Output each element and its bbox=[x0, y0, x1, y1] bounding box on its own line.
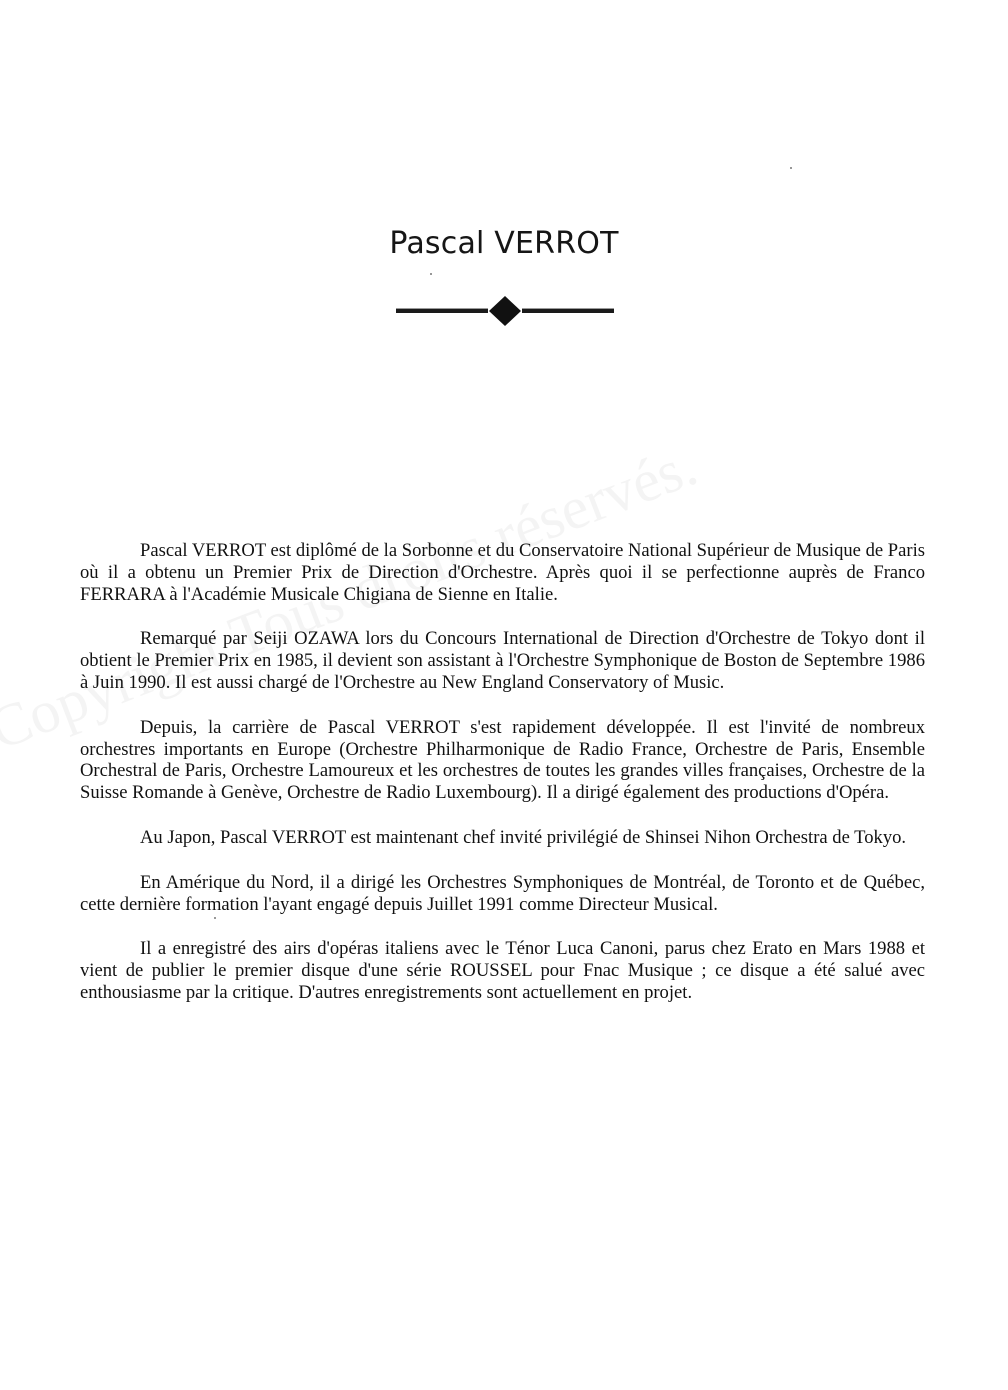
biography-text bbox=[80, 540, 925, 1027]
page-title: Pascal VERROT bbox=[389, 226, 619, 261]
paragraph-education: Pascal VERROT est diplômé de la Sorbonne et du Conservatoire National Supérieur de Musique de Paris où il a obtenu un Premier Prix de Direction d'Orchestre. Après quoi il se perfectionne auprès de Franco FERRARA à l'Académie Musicale Chigiana de Sienne en Italie. bbox=[80, 540, 925, 605]
scan-speck bbox=[790, 167, 792, 169]
paragraph-japan: Au Japon, Pascal VERROT est maintenant chef invité privilégié de Shinsei Nihon Orchestra de Tokyo. bbox=[140, 826, 907, 848]
scan-speck bbox=[430, 273, 432, 275]
paragraph-recordings: Il a enregistré des airs d'opéras italiens avec le Ténor Luca Canoni, parus chez Erato en Mars 1988 et vient de publier le premier disque d'une série ROUSSEL pour Fnac Musique ; ce disque a été salué avec enthousiasme par la critique. D'autres enregistrements sont actuellement en projet. bbox=[80, 938, 925, 1003]
paragraph-europe: Depuis, la carrière de Pascal VERROT s'est rapidement développée. Il est l'invité de nombreux orchestres importants en Europe (Orchestre Philharmonique de Radio France, Orchestre de Paris, Ensemble Orchestral de Paris, Orchestre Lamoureux et les orchestres de toutes les grandes villes françaises, Orchestre de la Suisse Romande à Genève, Orchestre de Radio Luxembourg). Il a dirigé également des productions d'Opéra. bbox=[80, 716, 925, 804]
paragraph-north-america: En Amérique du Nord, il a dirigé les Orchestres Symphoniques de Montréal, de Toronto et de Québec, cette dernière formation l'ayant engagé depuis Juillet 1991 comme Directeur Musical. bbox=[80, 871, 925, 915]
paragraph-boston: Remarqué par Seiji OZAWA lors du Concours International de Direction d'Orchestre de Tokyo dont il obtient le Premier Prix en 1985, il devient son assistant à l'Orchestre Symphonique de Boston de Septembre 1986 à Juin 1990. Il est aussi chargé de l'Orchestre au New England Conservatory of Music. bbox=[80, 628, 925, 693]
diamond-divider-ornament bbox=[396, 296, 614, 326]
scan-speck bbox=[214, 917, 216, 919]
